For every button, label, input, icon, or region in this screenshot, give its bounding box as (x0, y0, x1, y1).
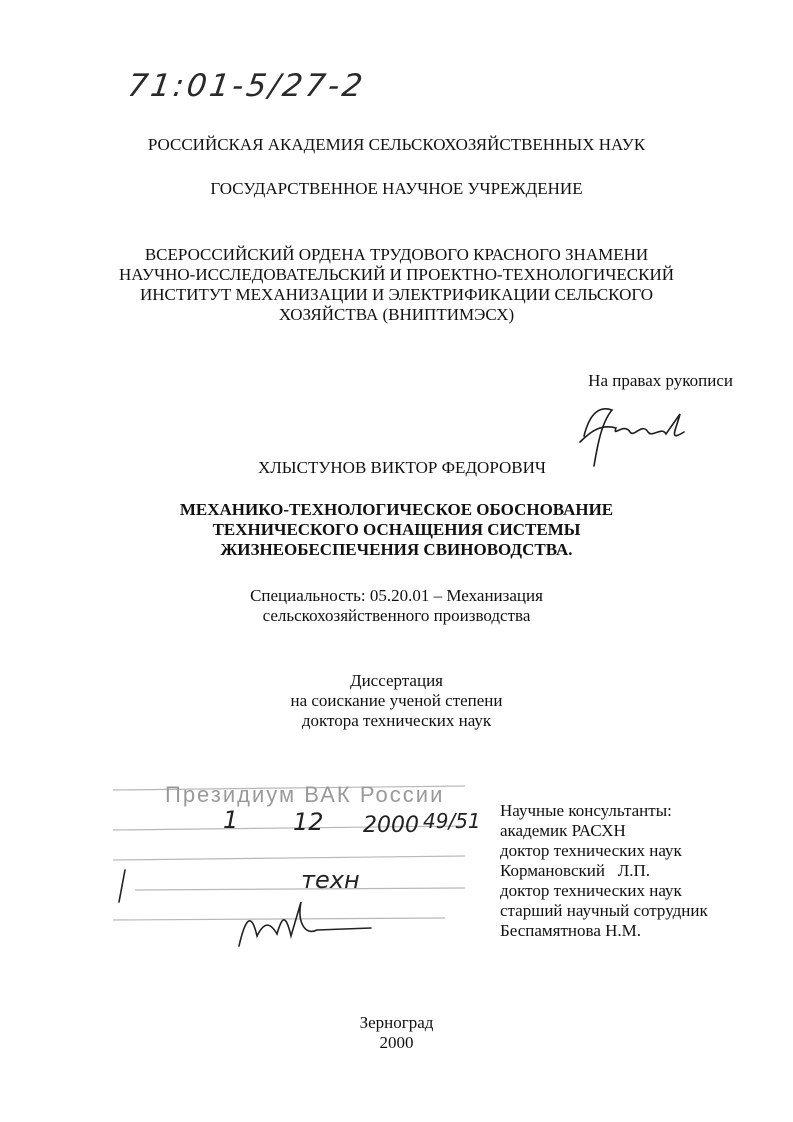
dissertation-info (0, 671, 793, 731)
institute-line: НАУЧНО-ИССЛЕДОВАТЕЛЬСКИЙ И ПРОЕКТНО-ТЕХНОЛОГИЧЕСКИЙ (118, 265, 674, 284)
author-name: ХЛЫСТУНОВ ВИКТОР ФЕДОРОВИЧ (258, 458, 546, 477)
year: 2000 (379, 1033, 414, 1052)
manuscript-rights: На правах рукописи (588, 371, 733, 390)
consultant-line: старший научный сотрудник (500, 901, 708, 920)
consultants (500, 801, 708, 941)
institute-line: ВСЕРОССИЙСКИЙ ОРДЕНА ТРУДОВОГО КРАСНОГО ЗНАМЕНИ (144, 245, 649, 264)
consultant-name: Кормановский Л.П. (500, 861, 651, 880)
stamp-date-day: 1 (223, 806, 239, 834)
vak-stamp (105, 760, 485, 960)
institute-name (0, 245, 793, 325)
consultant-name: Беспамятнова Н.М. (500, 921, 642, 940)
institute-line: ИНСТИТУТ МЕХАНИЗАЦИИ И ЭЛЕКТРИФИКАЦИИ СЕЛЬСКОГО (139, 285, 654, 304)
stamp-date-year: 2000 (363, 813, 419, 838)
consultant-line: доктор технических наук (500, 881, 682, 900)
consultants-label: Научные консультанты: (500, 801, 672, 820)
dissertation-title (0, 500, 793, 560)
institution-type: ГОСУДАРСТВЕННОЕ НАУЧНОЕ УЧРЕЖДЕНИЕ (210, 179, 583, 198)
title-line: ТЕХНИЧЕСКОГО ОСНАЩЕНИЯ СИСТЕМЫ (212, 520, 581, 539)
stamp-date-month: 12 (293, 808, 324, 836)
academy-name: РОССИЙСКАЯ АКАДЕМИЯ СЕЛЬСКОХОЗЯЙСТВЕННЫХ НАУК (147, 135, 646, 154)
title-line: МЕХАНИКО-ТЕХНОЛОГИЧЕСКОЕ ОБОСНОВАНИЕ (179, 500, 614, 519)
specialty (0, 586, 793, 626)
specialty-line: Специальность: 05.20.01 – Механизация (250, 586, 543, 605)
institute-line: ХОЗЯЙСТВА (ВНИПТИМЭСХ) (278, 305, 515, 324)
dissertation-line: Диссертация (349, 671, 443, 690)
dissertation-line: доктора технических наук (301, 711, 492, 730)
specialty-line: сельскохозяйственного производства (262, 606, 531, 625)
dissertation-line: на соискание ученой степени (290, 691, 503, 710)
stamp-decision-no: 49/51 (423, 809, 481, 833)
city: Зерноград (359, 1013, 434, 1032)
archive-number: 71:01-5/27-2 (125, 68, 368, 104)
consultant-line: академик РАСХН (500, 821, 626, 840)
title-line: ЖИЗНЕОБЕСПЕЧЕНИЯ СВИНОВОДСТВА. (220, 540, 573, 559)
author-signature (572, 402, 692, 472)
stamp-header: Президиум ВАК России (165, 782, 445, 807)
stamp-degree-word: техн (301, 866, 360, 894)
consultant-line: доктор технических наук (500, 841, 682, 860)
